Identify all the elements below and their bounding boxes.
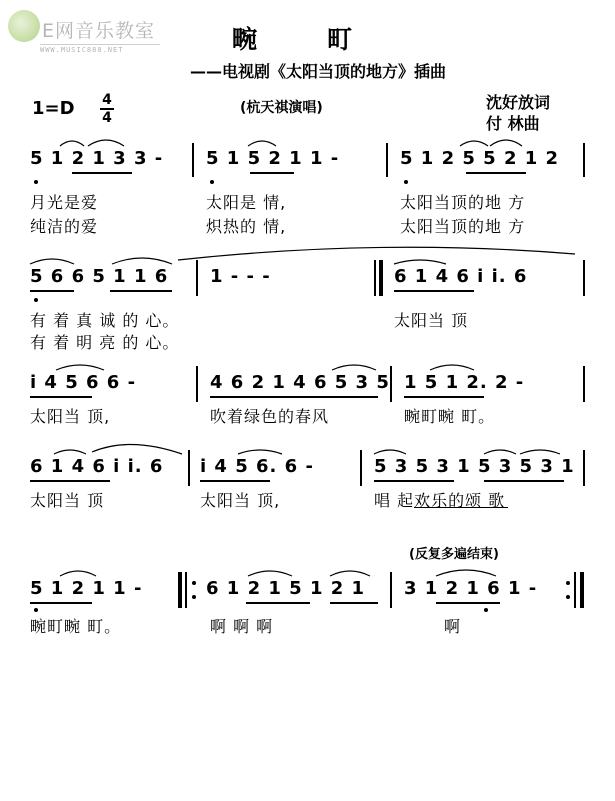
watermark-url: WWW.MUSIC888.NET: [40, 46, 124, 54]
line2-lyric1-b: 太阳当 顶: [394, 311, 469, 330]
slur-arc: [436, 570, 496, 576]
line1-measure1-notes: 5 1 2 1 3 3 -: [30, 148, 164, 169]
line1-measure3-notes: 5 1 2 5 5 2 1 2: [400, 148, 560, 169]
slur-arc: [394, 260, 446, 264]
line4-lyric1-a: 太阳当 顶: [30, 491, 105, 510]
slur-arc: [248, 571, 292, 576]
composer-credit: 付 林曲: [486, 114, 540, 133]
line5-lyric1-b: 啊 啊 啊: [210, 617, 274, 636]
line5-lyric1-c: 啊: [444, 617, 462, 636]
line3-measure1-notes: i 4 5 6 6 -: [30, 372, 137, 393]
line5-measure1-notes: 5 1 2 1 1 -: [30, 578, 143, 599]
key-signature: 1=D: [32, 98, 75, 119]
slur-arc: [60, 141, 84, 146]
line1-lyric1-b: 太阳是 情,: [206, 193, 287, 212]
line3-measure3-notes: 1 5 1 2. 2 -: [404, 372, 525, 393]
slur-arc: [490, 140, 522, 146]
line4-lyric1-b: 太阳当 顶,: [200, 491, 281, 510]
slur-arc: [56, 365, 104, 370]
time-signature-bottom: 4: [102, 110, 112, 126]
watermark-site-name: E网音乐教室: [42, 20, 156, 42]
line4-measure2-notes: i 4 5 6. 6 -: [200, 456, 314, 477]
line2-measure1-notes: 5 6 6 5 1 1 6: [30, 266, 169, 287]
slur-arc: [430, 365, 474, 370]
line3-lyric1-b: 吹着绿色的春风: [210, 407, 330, 426]
line4-lyric1-c: 唱 起欢乐的颂 歌: [374, 491, 506, 510]
slur-arc: [88, 140, 124, 146]
line3-measure2-notes: 4 6 2 1 4 6 5 3 5: [210, 372, 390, 393]
time-signature-top: 4: [102, 92, 112, 108]
slur-arc: [460, 141, 488, 146]
slur-arc: [92, 444, 182, 454]
line1-lyric1-a: 月光是爱: [30, 193, 99, 212]
lyricist-credit: 沈好放词: [486, 93, 551, 112]
tie-arc: [178, 247, 575, 260]
slur-arc: [248, 141, 276, 146]
line5-measure2-notes: 6 1 2 1 5 1 2 1: [206, 578, 366, 599]
line1-lyric1-c: 太阳当顶的地 方: [400, 193, 526, 212]
line2-measure3-notes: 6 1 4 6 i i. 6: [394, 266, 528, 287]
singer-credit: (杭天祺演唱): [240, 100, 323, 116]
line1-lyric2-c: 太阳当顶的地 方: [400, 217, 526, 236]
line5-measure3-notes: 3 1 2 1 6 1 -: [404, 578, 538, 599]
slur-arc: [112, 258, 172, 264]
line4-measure1-notes: 6 1 4 6 i i. 6: [30, 456, 164, 477]
repeat-instruction: (反复多遍结束): [409, 547, 499, 562]
slur-arc: [330, 571, 370, 576]
line1-lyric2-a: 纯洁的爱: [30, 217, 99, 236]
line3-lyric1-a: 太阳当 顶,: [30, 407, 111, 426]
line2-measure2-notes: 1 - - -: [210, 266, 271, 287]
slur-arc: [332, 365, 376, 370]
line5-lyric1-a: 畹町畹 町。: [30, 617, 122, 636]
line2-lyric1-a: 有 着 真 诚 的 心。: [30, 311, 180, 330]
slur-arc: [374, 450, 406, 454]
slur-arc: [484, 450, 516, 454]
song-subtitle: ——电视剧《太阳当顶的地方》插曲: [190, 62, 447, 81]
line2-lyric2-a: 有 着 明 亮 的 心。: [30, 333, 180, 352]
line3-lyric1-c: 畹町畹 町。: [404, 407, 496, 426]
slur-arc: [60, 571, 96, 576]
slur-arc: [30, 259, 74, 264]
line4-measure3-notes: 5 3 5 3 1 5 3 5 3 1: [374, 456, 575, 477]
line1-measure2-notes: 5 1 5 2 1 1 -: [206, 148, 340, 169]
slur-arc: [520, 450, 560, 454]
slur-arc: [54, 450, 86, 454]
line1-lyric2-b: 炽热的 情,: [206, 217, 287, 236]
slur-arc: [238, 450, 282, 454]
song-title: 畹町: [232, 25, 423, 54]
